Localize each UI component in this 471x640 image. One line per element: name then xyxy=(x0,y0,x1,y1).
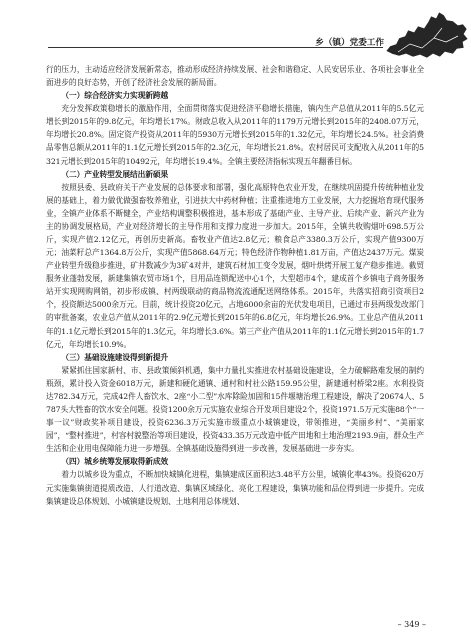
header-title: 乡（镇）党委工作 xyxy=(315,38,384,48)
county-map-outline-icon xyxy=(384,8,471,60)
body-paragraph: 紧紧抓住国家新村、市、县政策倾斜机遇，集中力量扎实推进农村基础设施建设，全力破解路难发展的制约瓶颈，累计投入资金6018万元，新建和硬化通镇、通村和村社公路159.95公里，新建通村桥梁2座。水利投资达782.34万元，完成42件人畜饮水、2座“小二型”水库除险加固和15件堰塘治理工程建设，解决了20674人、5787头大牲畜的饮水安全问题。投资1200余万元实施农业综合开发项目建设2个，投资1971.5万元实施88个“一事一议”财政奖补项目建设，投资6236.3万元实施市级重点小城镇建设，带领推进，“美丽乡村”、“美丽家园”，“整村推进”，村容村貌整治等项目建设，投资433.35万元改造中低产田地和土地治理2193.9亩，群众生产生活和企业用电保障能力进一步增强。全镇基础设施得到进一步改善，发展基础进一步夯实。 xyxy=(46,365,424,454)
section-heading: （四）城乡统筹发展取得新成效 xyxy=(61,457,169,467)
body-paragraph: 充分发挥政策稳增长的激励作用，全面贯彻落实促进经济平稳增长措施，镇内生产总值从2011年的5.5亿元增长到2015年的9.8亿元，年均增长17%。财政总收入从2011年的1179万元增长到2015年的2408.07万元，年均增长20.8%。固定资产投资从2011年的5930万元增长到2015年的1.32亿元，年均增长24.5%。社会消费品零售总额从2011年的1.1亿元增长到2015年的2.3亿元，年均增长21.8%。农村居民可支配收入从2011年的5321元增长到2015年的10492元，年均增长19.4%。全镇主要经济指标实现五年翻番目标。 xyxy=(46,104,424,166)
article-body xyxy=(46,63,424,508)
section-heading: （二）产业转型发展结出新硕果 xyxy=(61,169,169,179)
page-header xyxy=(0,0,471,60)
body-paragraph: 行的压力，主动适应经济发展新常态，推动形成经济持续发展、社会和谐稳定、人民安居乐业、各项社会事业全面进步的良好态势，开创了经济社会发展的新局面。 xyxy=(46,65,424,88)
body-paragraph: 着力以城乡设为重点，不断加快城镇化进程，集镇建成区面积达3.48平方公里，城镇化率43%。投资620万元实施集镇街道提质改造、人行道改造、集镇区域绿化、亮化工程建设，集镇功能和品位得到进一步提升。完成集镇建设总体规划、小城镇建设规划、土地利用总体规划、 xyxy=(46,470,424,506)
body-paragraph: 按照县委、县政府关于产业发展的总体要求和部署，强化高原特色农业开发，在继续巩固提升传统种植业发展的基础上，着力做优做强畜牧养殖业，引进扶大中药材种植；注重推进地方工业发展，大力挖掘培育现代服务业，全镇产业体系不断健全，产业结构调整积极推进，基本形成了基础产业、主导产业、后续产业、新兴产业为主的协调发展格局，产业对经济增长的主导作用和支撑力度进一步加大。2015年，全镇共收购烟叶698.5万公斤，实现产值2.12亿元，再创历史新高。畜牧业产值达2.8亿元；粮食总产3380.3万公斤，实现产值9300万元；油菜籽总产1364.8万公斤，实现产值5868.64万元；特色经济作物种植1.81万亩，产值达2437万元。煤炭产业转型升级稳步推进，矿井数减少为3矿4对井，建筑石材加工变令发展，烟叶烘烤开展工复产稳步推进。截贸服务业蓬勃发展，新建集镇农贸市场1个，目用品连锁配送中心1个，大型超市4个，建成首个乡镇电子商务服务站开实现网购网销，初步形成镇、村两级联动的商品物流流通配送网络体系。2015年，共落实招商引资项目2个，投资额达5000余万元。目前，统计投资20亿元，占地6000余亩的光伏发电项目，已通过市县两级发改部门的审批备案，农业总产值从2011年的2.9亿元增长到2015年的6.8亿元，年均增长26.9%。工业总产值从2011年的1.1亿元增长到2015年的1.3亿元，年均增长3.6%。第三产业产值从2011年的1.1亿元增长到2015年的1.7亿元，年均增长10.9%。 xyxy=(46,182,424,349)
section-heading: （三）基础设施建设得到新提升 xyxy=(61,352,169,362)
page-number: – 349 – xyxy=(397,620,426,629)
section-heading: （一）综合经济实力实现新跨越 xyxy=(61,91,169,101)
